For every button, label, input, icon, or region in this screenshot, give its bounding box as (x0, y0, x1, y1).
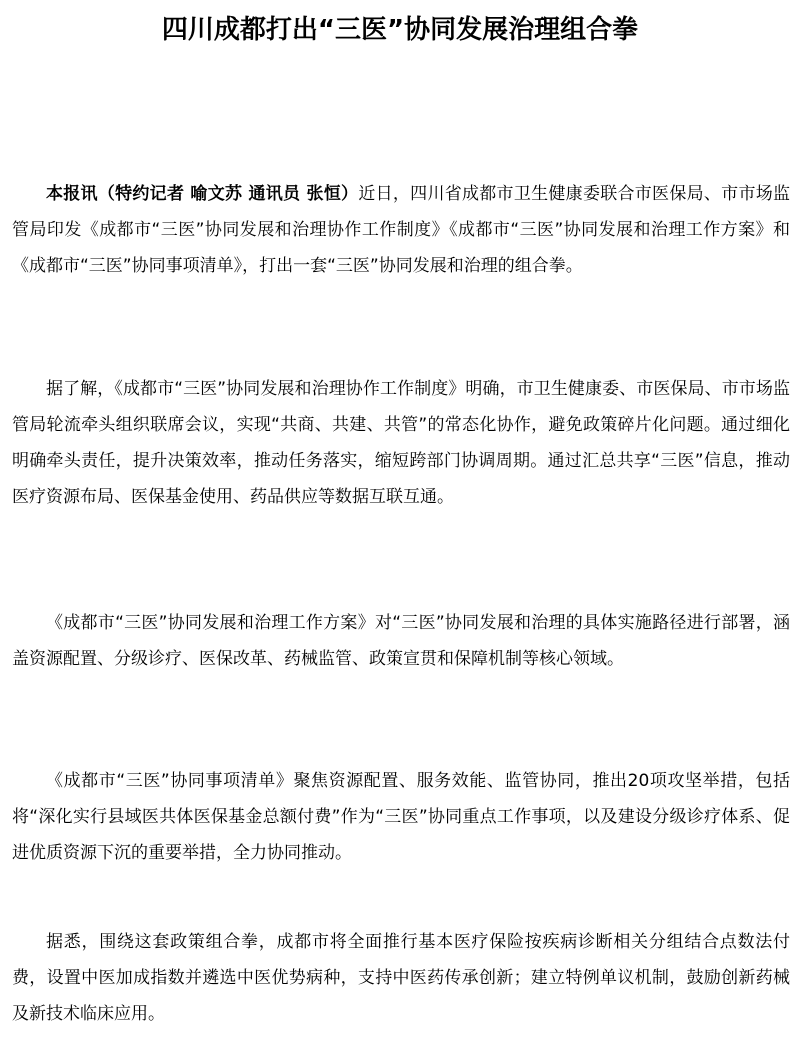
article-paragraph: 据了解，《成都市“三医”协同发展和治理协作工作制度》明确，市卫生健康委、市医保局、市市场监管局轮流牵头组织联席会议，实现“共商、共建、共管”的常态化协作，避免政策碎片化问题。通过细化明确牵头责任，提升决策效率，推动任务落实，缩短跨部门协调周期。通过汇总共享“三医”信息，推动医疗资源布局、医保基金使用、药品供应等数据互联互通。 (12, 379, 790, 507)
article-byline: 本报讯（特约记者 喻文苏 通讯员 张恒） (46, 184, 359, 204)
article-paragraph: 据悉，围绕这套政策组合拳，成都市将全面推行基本医疗保险按疾病诊断相关分组结合点数法付费，设置中医加成指数并遴选中医优势病种，支持中医药传承创新；建立特例单议机制，鼓励创新药械及新技术临床应用。 (12, 932, 790, 1024)
article-paragraph (12, 176, 790, 284)
article-title: 四川成都打出“三医”协同发展治理组合拳 (161, 15, 639, 45)
paragraph-text: 近日，四川省成都市卫生健康委联合市医保局、市市场监管局印发《成都市“三医”协同发展和治理协作工作制度》《成都市“三医”协同发展和治理工作方案》和《成都市“三医”协同事项清单》，打出一套“三医”协同发展和治理的组合拳。 (12, 184, 791, 276)
article-paragraph: 《成都市“三医”协同发展和治理工作方案》对“三医”协同发展和治理的具体实施路径进行部署，涵盖资源配置、分级诊疗、医保改革、药械监管、政策宣贯和保障机制等核心领域。 (12, 613, 790, 669)
article-paragraph: 《成都市“三医”协同事项清单》聚焦资源配置、服务效能、监管协同，推出20项攻坚举措，包括将“深化实行县域医共体医保基金总额付费”作为“三医”协同重点工作事项，以及建设分级诊疗体系、促进优质资源下沉的重要举措，全力协同推动。 (12, 771, 790, 863)
